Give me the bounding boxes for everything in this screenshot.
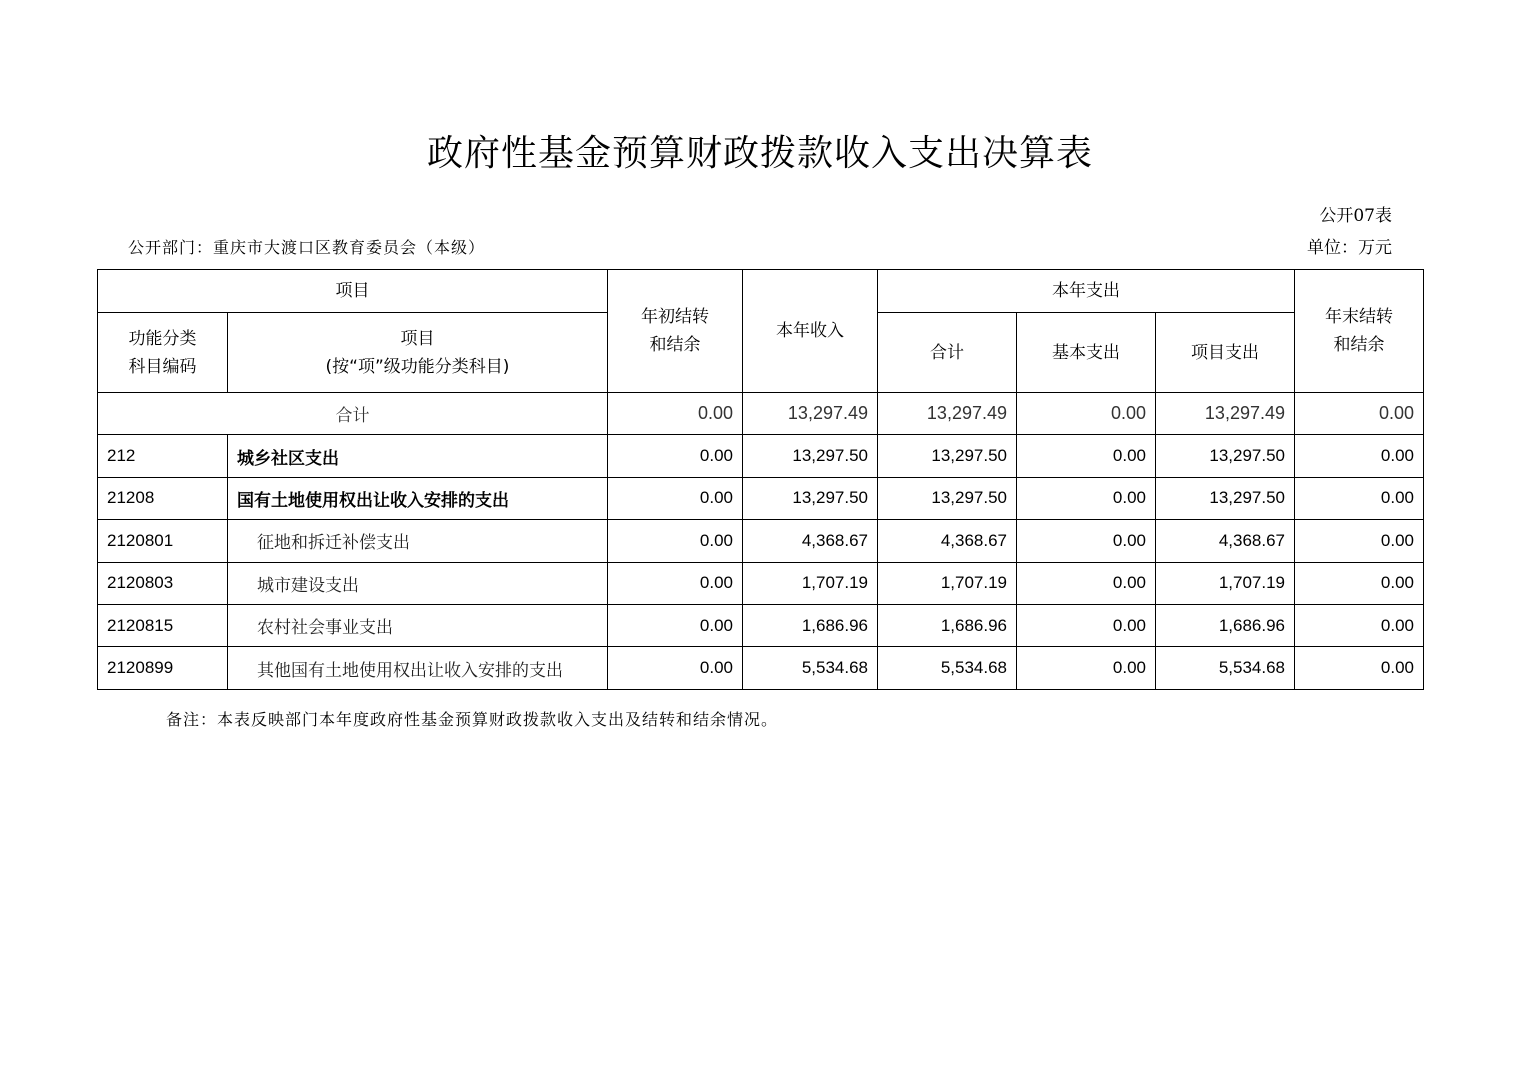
table-row — [98, 520, 1424, 562]
row-exp-basic: 0.00 — [1017, 435, 1156, 477]
row-exp-project: 1,686.96 — [1156, 604, 1295, 646]
row-closing: 0.00 — [1295, 562, 1424, 604]
row-exp-project: 4,368.67 — [1156, 520, 1295, 562]
row-opening: 0.00 — [608, 562, 743, 604]
row-code: 2120803 — [98, 562, 228, 604]
row-exp-total: 5,534.68 — [878, 647, 1017, 689]
total-row — [98, 393, 1424, 435]
table-row — [98, 435, 1424, 477]
row-name: 征地和拆迁补偿支出 — [228, 520, 608, 562]
row-opening: 0.00 — [608, 477, 743, 519]
row-closing: 0.00 — [1295, 604, 1424, 646]
row-exp-basic: 0.00 — [1017, 604, 1156, 646]
row-income: 4,368.67 — [743, 520, 878, 562]
row-income: 13,297.50 — [743, 477, 878, 519]
unit-label: 单位：万元 — [1307, 238, 1392, 258]
row-name: 城市建设支出 — [228, 562, 608, 604]
total-opening: 0.00 — [608, 393, 743, 435]
total-exp-basic: 0.00 — [1017, 393, 1156, 435]
header-exp-project: 项目支出 — [1156, 313, 1295, 393]
row-opening: 0.00 — [608, 647, 743, 689]
row-name: 国有土地使用权出让收入安排的支出 — [228, 477, 608, 519]
header-item-line1: 项目 — [400, 328, 435, 349]
row-exp-total: 1,707.19 — [878, 562, 1017, 604]
row-name: 其他国有土地使用权出让收入安排的支出 — [228, 647, 608, 689]
header-closing-line1: 年末结转 — [1325, 307, 1393, 327]
header-expense-group: 本年支出 — [878, 270, 1295, 313]
row-exp-project: 13,297.50 — [1156, 435, 1295, 477]
footnote: 备注：本表反映部门本年度政府性基金预算财政拨款收入支出及结转和结余情况。 — [166, 710, 779, 729]
total-exp-total: 13,297.49 — [878, 393, 1017, 435]
table-row — [98, 647, 1424, 689]
row-closing: 0.00 — [1295, 435, 1424, 477]
row-code: 21208 — [98, 477, 228, 519]
row-exp-basic: 0.00 — [1017, 647, 1156, 689]
header-item-group: 项目 — [98, 270, 608, 313]
header-income: 本年收入 — [743, 270, 878, 393]
row-opening: 0.00 — [608, 520, 743, 562]
row-exp-basic: 0.00 — [1017, 477, 1156, 519]
row-exp-total: 4,368.67 — [878, 520, 1017, 562]
row-code: 2120899 — [98, 647, 228, 689]
row-income: 5,534.68 — [743, 647, 878, 689]
row-exp-basic: 0.00 — [1017, 562, 1156, 604]
row-closing: 0.00 — [1295, 647, 1424, 689]
row-code: 2120815 — [98, 604, 228, 646]
row-opening: 0.00 — [608, 435, 743, 477]
row-name: 城乡社区支出 — [228, 435, 608, 477]
header-code-line1: 功能分类 — [128, 328, 197, 349]
row-exp-total: 13,297.50 — [878, 477, 1017, 519]
total-exp-project: 13,297.49 — [1156, 393, 1295, 435]
row-exp-total: 13,297.50 — [878, 435, 1017, 477]
total-closing: 0.00 — [1295, 393, 1424, 435]
row-closing: 0.00 — [1295, 520, 1424, 562]
row-exp-total: 1,686.96 — [878, 604, 1017, 646]
row-income: 1,686.96 — [743, 604, 878, 646]
row-exp-project: 1,707.19 — [1156, 562, 1295, 604]
header-item — [228, 313, 608, 393]
header-code-line2: 科目编码 — [128, 356, 197, 377]
header-item-line2: (按“项”级功能分类科目) — [325, 356, 510, 377]
header-opening-balance — [608, 270, 743, 393]
header-exp-basic: 基本支出 — [1017, 313, 1156, 393]
total-income: 13,297.49 — [743, 393, 878, 435]
header-code — [98, 313, 228, 393]
department-label: 公开部门：重庆市大渡口区教育委员会（本级） — [128, 238, 486, 257]
row-opening: 0.00 — [608, 604, 743, 646]
header-row-1 — [98, 270, 1424, 313]
header-closing-balance — [1295, 270, 1424, 393]
table-row — [98, 477, 1424, 519]
header-opening-line1: 年初结转 — [641, 307, 709, 327]
row-name: 农村社会事业支出 — [228, 604, 608, 646]
budget-table — [97, 269, 1424, 690]
table-row — [98, 604, 1424, 646]
table-row — [98, 562, 1424, 604]
row-code: 2120801 — [98, 520, 228, 562]
row-exp-project: 5,534.68 — [1156, 647, 1295, 689]
row-code: 212 — [98, 435, 228, 477]
total-label: 合计 — [98, 393, 608, 435]
row-closing: 0.00 — [1295, 477, 1424, 519]
form-number: 公开07表 — [1319, 206, 1392, 226]
header-closing-line2: 和结余 — [1333, 335, 1385, 355]
header-exp-total: 合计 — [878, 313, 1017, 393]
row-income: 1,707.19 — [743, 562, 878, 604]
row-exp-basic: 0.00 — [1017, 520, 1156, 562]
row-income: 13,297.50 — [743, 435, 878, 477]
header-opening-line2: 和结余 — [649, 335, 701, 355]
page-title: 政府性基金预算财政拨款收入支出决算表 — [426, 133, 1093, 174]
row-exp-project: 13,297.50 — [1156, 477, 1295, 519]
